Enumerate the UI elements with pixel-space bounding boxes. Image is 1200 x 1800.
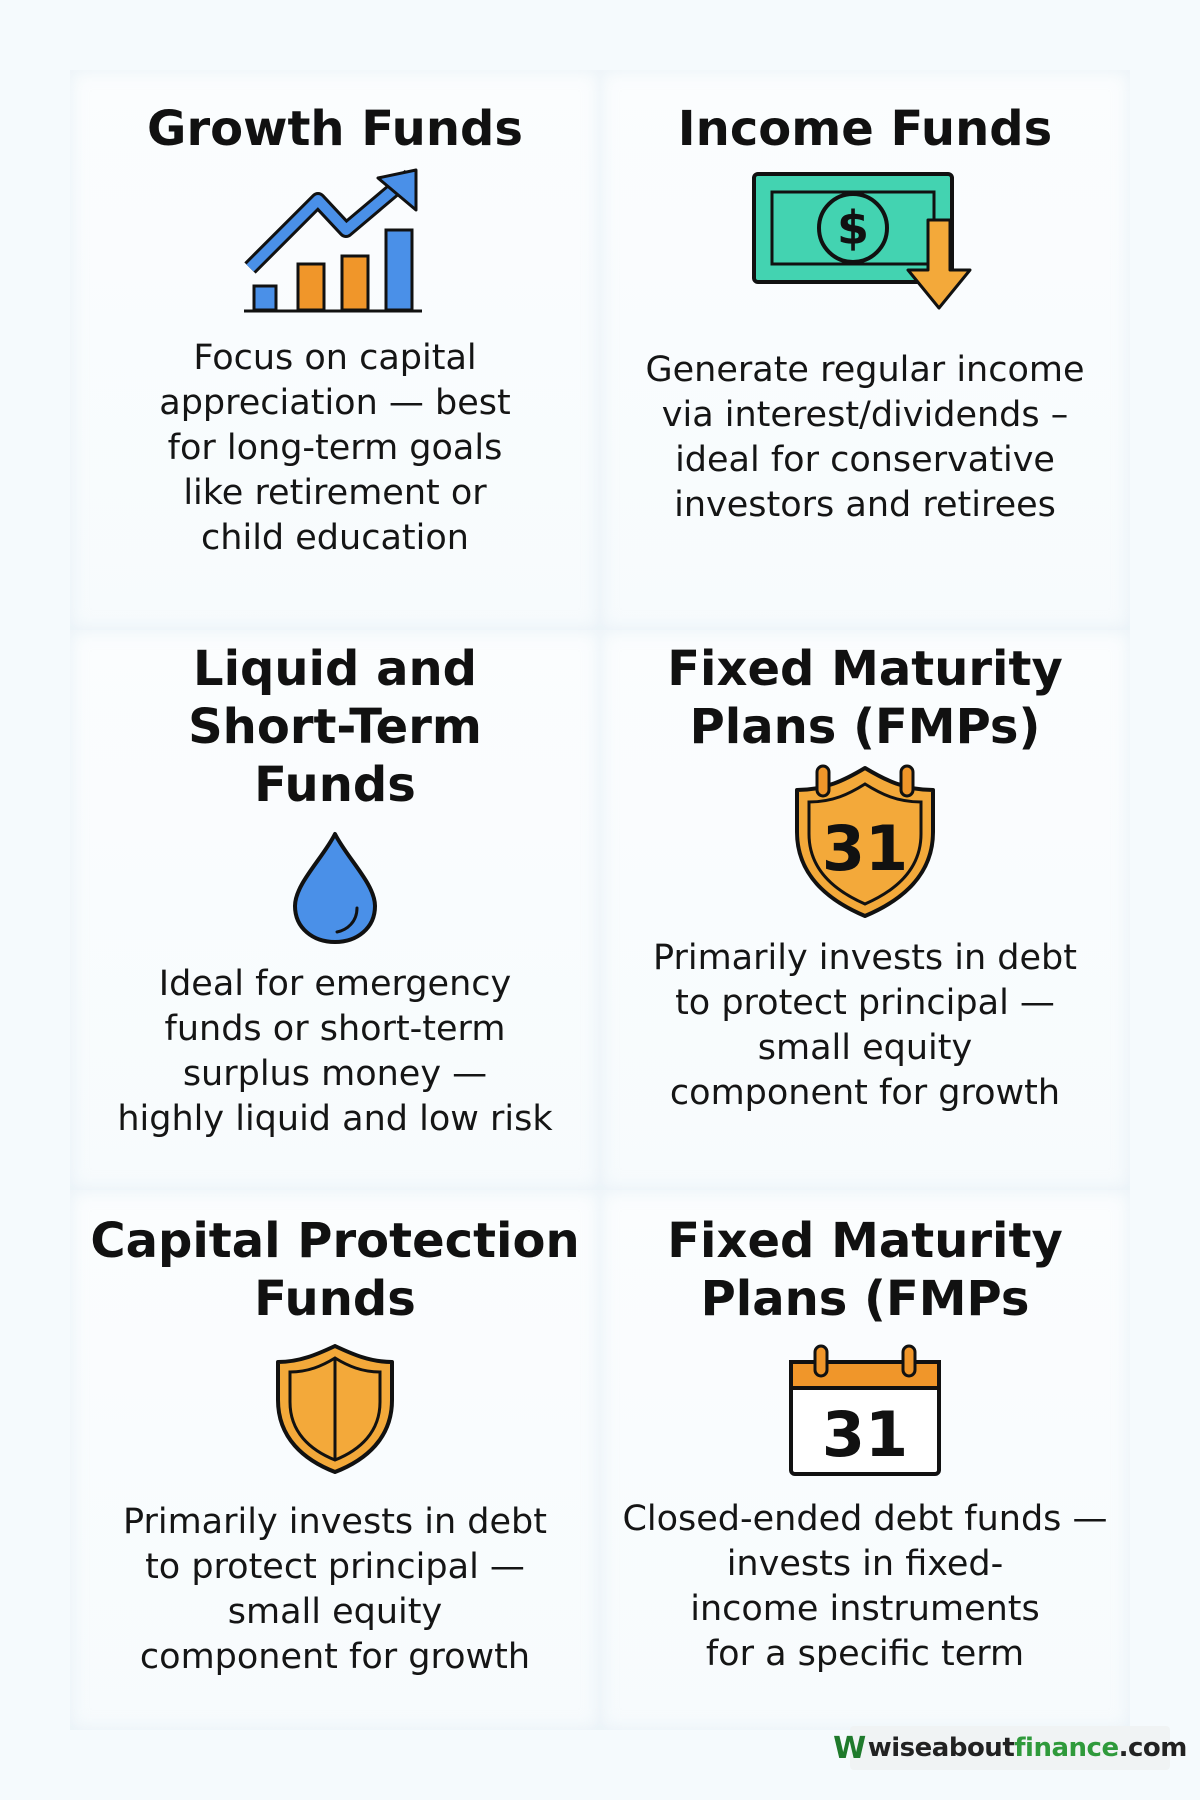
card-title: Fixed Maturity Plans (FMPs) [667, 641, 1063, 755]
card-capital-protection-funds [70, 1190, 600, 1730]
card-description: Generate regular income via interest/dividends – ideal for conservative investors and retirees [645, 350, 1085, 525]
card-description: Focus on capital appreciation — best for long-term goals like retirement or child education [159, 338, 511, 558]
calendar-day-label: 31 [821, 812, 909, 885]
logo-text-wiseabout: wiseabout [867, 1733, 1015, 1763]
logo-text-com: .com [1118, 1733, 1187, 1763]
card-title: Fixed Maturity Plans (FMPs [667, 1213, 1063, 1327]
card-description: Primarily invests in debt to protect principal — small equity component for growth [652, 938, 1078, 1113]
card-income-funds [600, 70, 1130, 630]
card-title: Income Funds [677, 101, 1053, 157]
growth-chart-icon [240, 168, 430, 318]
card-fixed-maturity-plans [600, 630, 1130, 1190]
water-drop-icon [285, 828, 385, 948]
shield-calendar-icon [785, 762, 945, 922]
card-description: Primarily invests in debt to protect principal — small equity component for growth [122, 1502, 548, 1677]
calendar-icon [785, 1344, 945, 1479]
wiseaboutfinance-logo [833, 1726, 1187, 1770]
card-title: Growth Funds [147, 101, 523, 157]
card-liquid-short-term-funds [70, 630, 600, 1190]
card-description: Closed-ended debt funds — invests in fixed- income instruments for a specific term [622, 1499, 1108, 1674]
card-description: Ideal for emergency funds or short-term surplus money — highly liquid and low risk [117, 964, 553, 1139]
money-bill-icon [750, 170, 980, 320]
card-title: Capital Protection Funds [90, 1213, 580, 1327]
fund-types-grid [70, 70, 1130, 1730]
svg-text:$: $ [836, 201, 870, 255]
shield-icon [270, 1344, 400, 1474]
card-fixed-maturity-plans-2 [600, 1190, 1130, 1730]
calendar-day-label: 31 [821, 1398, 909, 1471]
logo-text-finance: finance [1014, 1733, 1119, 1763]
card-growth-funds [70, 70, 600, 630]
card-title: Liquid and Short-Term Funds [188, 641, 482, 813]
logo-mark: W [833, 1730, 866, 1766]
